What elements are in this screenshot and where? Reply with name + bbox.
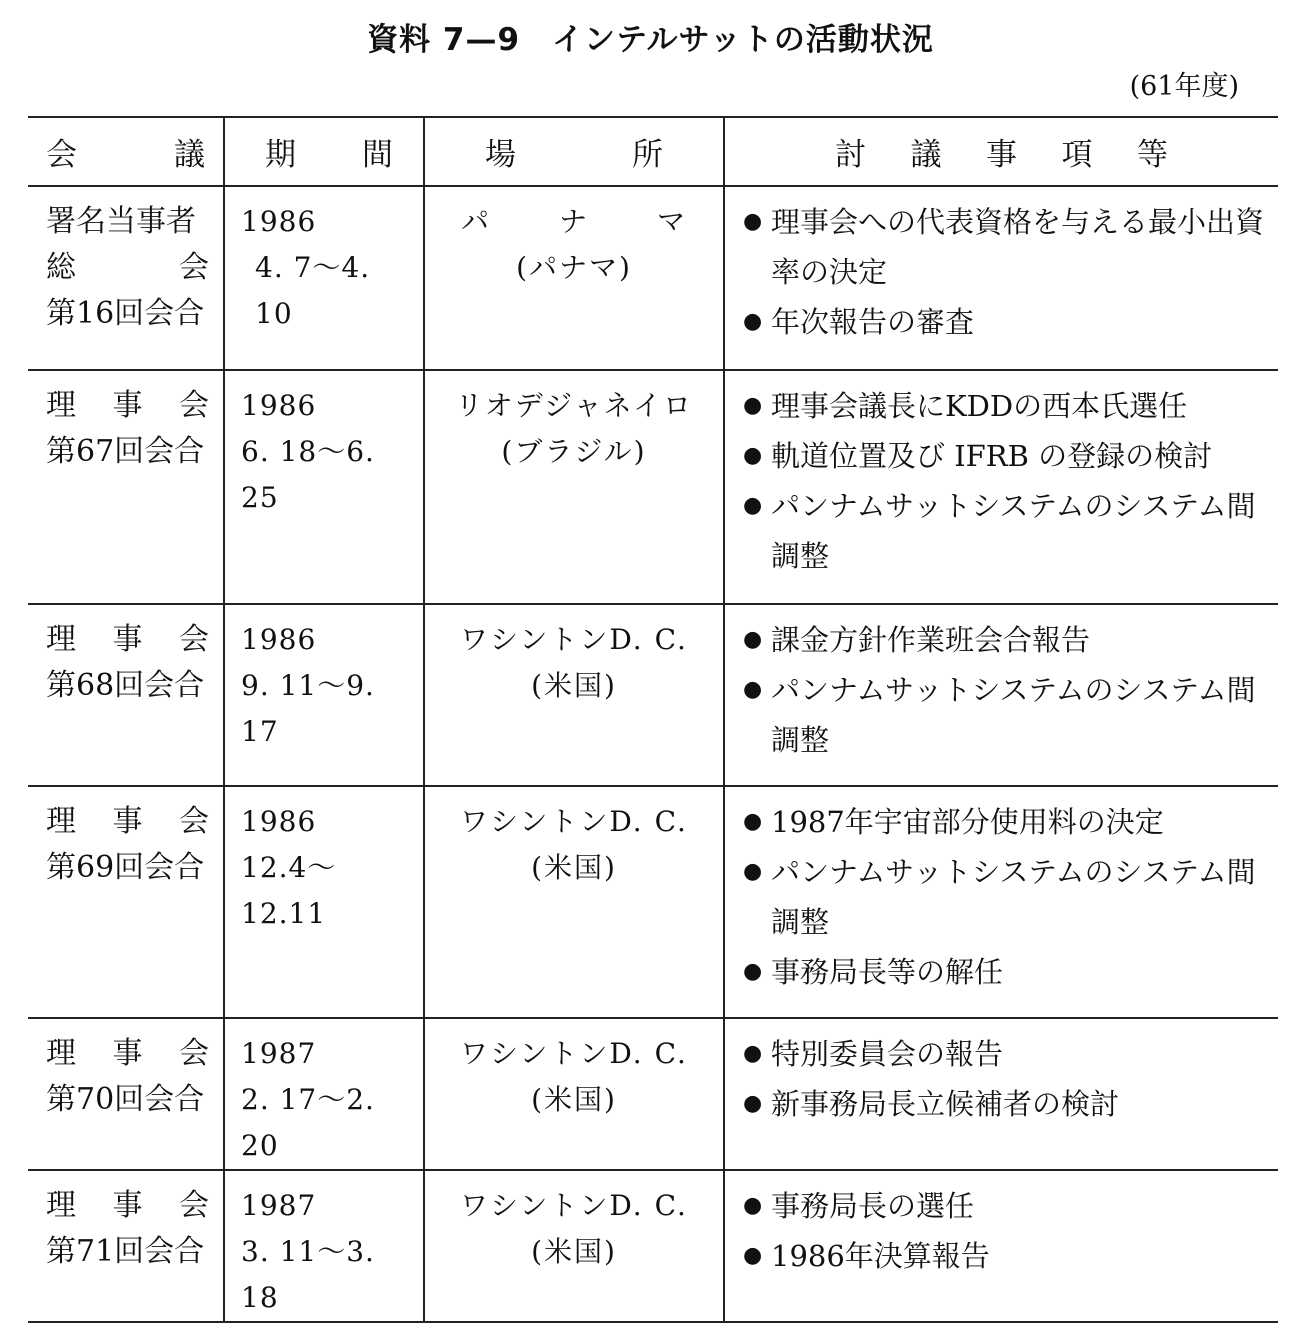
meeting-name-spread	[46, 799, 209, 845]
place-cell	[424, 186, 724, 370]
topic-item	[739, 197, 1264, 297]
topic-item	[739, 481, 1264, 581]
topic-item	[739, 431, 1264, 481]
header-topics-char: 等	[1137, 137, 1168, 173]
meeting-session: 第69回会合	[46, 850, 205, 885]
place-cell	[424, 786, 724, 1018]
place-country: (米国)	[531, 1083, 617, 1116]
meeting-name-char: 会	[179, 1188, 209, 1223]
meeting-name-char: 会	[179, 1036, 209, 1071]
topic-text: パンナムサットシステムのシステム間調整	[771, 489, 1256, 573]
table-row	[28, 1018, 1278, 1170]
meeting-name-char: 総	[46, 250, 76, 285]
period-cell	[224, 186, 424, 370]
topic-item	[739, 947, 1264, 997]
intelsat-activity-table	[28, 116, 1278, 1323]
meeting-name-char: 事	[112, 1188, 143, 1223]
meeting-cell	[28, 1170, 224, 1322]
meeting-cell	[28, 370, 224, 604]
header-period-char: 間	[362, 137, 393, 173]
topic-item	[739, 665, 1264, 765]
place-country: (米国)	[531, 851, 617, 884]
topic-item	[739, 797, 1264, 847]
topic-item	[739, 1231, 1264, 1281]
topic-item	[739, 1079, 1264, 1129]
header-period-char: 期	[265, 137, 296, 173]
topics-cell	[724, 786, 1278, 1018]
topics-cell	[724, 370, 1278, 604]
meeting-name-char: 事	[112, 388, 143, 423]
topic-text: 1986年決算報告	[771, 1239, 990, 1273]
place-name-char: パ	[461, 205, 492, 238]
header-topics-char: 項	[1061, 137, 1093, 173]
meeting-name-char: 会	[179, 388, 209, 423]
topics-cell	[724, 604, 1278, 786]
fiscal-year-label: (61年度)	[1129, 71, 1239, 102]
meeting-name-spread	[46, 383, 209, 429]
header-topics-char: 事	[986, 137, 1017, 173]
topic-text: 新事務局長立候補者の検討	[771, 1087, 1120, 1121]
topic-text: 年次報告の審査	[771, 305, 975, 339]
place-cell	[424, 370, 724, 604]
bullet-icon: ●	[743, 627, 763, 652]
place-name: ワシントンD. C.	[460, 1037, 688, 1070]
table-row	[28, 186, 1278, 370]
meeting-name-char: 理	[46, 1188, 76, 1223]
header-topics-char: 討	[835, 137, 866, 173]
header-place-char: 場	[485, 137, 516, 173]
header-place	[424, 117, 724, 186]
place-country: (パナマ)	[516, 251, 632, 284]
place-name: ワシントンD. C.	[460, 805, 688, 838]
header-place-char: 所	[632, 137, 663, 173]
period-cell	[224, 604, 424, 786]
meeting-name-char: 会	[179, 622, 209, 657]
period-year: 1986	[241, 623, 317, 656]
place-country: (米国)	[531, 669, 617, 702]
header-meeting-char: 議	[174, 137, 205, 173]
header-meeting	[28, 117, 224, 186]
period-dates: 2. 17〜2. 20	[241, 1083, 375, 1162]
bullet-icon: ●	[743, 809, 763, 834]
topic-text: 特別委員会の報告	[771, 1037, 1004, 1071]
meeting-session: 第70回会合	[46, 1082, 205, 1117]
bullet-icon: ●	[743, 1091, 763, 1116]
topics-cell	[724, 186, 1278, 370]
page-title: 資料 7—9 インテルサットの活動状況	[367, 22, 934, 58]
place-name: ワシントンD. C.	[460, 623, 688, 656]
period-year: 1986	[241, 805, 317, 838]
topic-item	[739, 1181, 1264, 1231]
topic-item	[739, 297, 1264, 347]
meeting-name-char: 会	[179, 804, 209, 839]
table-row	[28, 370, 1278, 604]
place-country: (ブラジル)	[501, 435, 647, 468]
meeting-session: 第68回会合	[46, 668, 205, 703]
meeting-name-spread	[46, 617, 209, 663]
table-row	[28, 786, 1278, 1018]
place-name-spread	[441, 199, 707, 245]
table-row	[28, 604, 1278, 786]
meeting-name-spread	[46, 1183, 209, 1229]
topic-item	[739, 615, 1264, 665]
meeting-cell	[28, 604, 224, 786]
bullet-icon: ●	[743, 393, 763, 418]
period-dates: 3. 11〜3. 18	[241, 1235, 375, 1314]
topic-item	[739, 381, 1264, 431]
period-dates: 4. 7〜4. 10	[255, 251, 371, 330]
header-topics	[724, 117, 1278, 186]
period-cell	[224, 786, 424, 1018]
meeting-session: 第16回会合	[46, 296, 205, 331]
meeting-name-line: 署名当事者	[46, 204, 196, 239]
meeting-name-char: 理	[46, 1036, 76, 1071]
header-meeting-char: 会	[46, 137, 77, 173]
bullet-icon: ●	[743, 859, 763, 884]
bullet-icon: ●	[743, 1041, 763, 1066]
topic-text: 課金方針作業班会合報告	[771, 623, 1091, 657]
period-dates: 9. 11〜9. 17	[241, 669, 375, 748]
topic-text: 理事会への代表資格を与える最小出資率の決定	[771, 205, 1265, 289]
meeting-name-spread	[46, 1031, 209, 1077]
topics-cell	[724, 1018, 1278, 1170]
meeting-name-char: 事	[112, 622, 143, 657]
meeting-name-char: 事	[112, 804, 143, 839]
meeting-name-char: 会	[179, 250, 209, 285]
place-name-char: ナ	[558, 205, 589, 238]
meeting-name-char: 事	[112, 1036, 143, 1071]
place-country: (米国)	[531, 1235, 617, 1268]
period-year: 1987	[241, 1037, 317, 1070]
meeting-session: 第71回会合	[46, 1234, 205, 1269]
meeting-session: 第67回会合	[46, 434, 205, 469]
bullet-icon: ●	[743, 1243, 763, 1268]
bullet-icon: ●	[743, 443, 763, 468]
meeting-cell	[28, 186, 224, 370]
table-header-row	[28, 117, 1278, 186]
bullet-icon: ●	[743, 209, 763, 234]
period-year: 1987	[241, 1189, 317, 1222]
bullet-icon: ●	[743, 677, 763, 702]
meeting-name-spread	[46, 245, 209, 291]
period-cell	[224, 1170, 424, 1322]
period-cell	[224, 370, 424, 604]
meeting-cell	[28, 786, 224, 1018]
place-name: ワシントンD. C.	[460, 1189, 688, 1222]
place-name: リオデジャネイロ	[454, 389, 694, 422]
place-cell	[424, 1170, 724, 1322]
bullet-icon: ●	[743, 493, 763, 518]
period-year: 1986	[241, 205, 317, 238]
topic-text: 事務局長の選任	[771, 1189, 975, 1223]
bullet-icon: ●	[743, 959, 763, 984]
meeting-name-char: 理	[46, 388, 76, 423]
place-cell	[424, 604, 724, 786]
period-dates: 12.4〜12.11	[241, 851, 337, 930]
meeting-name-char: 理	[46, 622, 76, 657]
meeting-name-char: 理	[46, 804, 76, 839]
period-dates: 6. 18〜6. 25	[241, 435, 375, 514]
period-year: 1986	[241, 389, 317, 422]
table-row	[28, 1170, 1278, 1322]
header-topics-char: 議	[910, 137, 942, 173]
bullet-icon: ●	[743, 309, 763, 334]
topic-text: 事務局長等の解任	[771, 955, 1004, 989]
topic-text: 理事会議長にKDDの西本氏選任	[771, 389, 1188, 423]
place-name-char: マ	[656, 205, 687, 238]
meeting-cell	[28, 1018, 224, 1170]
topic-item	[739, 847, 1264, 947]
topic-text: パンナムサットシステムのシステム間調整	[771, 673, 1256, 757]
period-cell	[224, 1018, 424, 1170]
topic-text: パンナムサットシステムのシステム間調整	[771, 855, 1256, 939]
topic-text: 軌道位置及び IFRB の登録の検討	[771, 439, 1213, 473]
header-period	[224, 117, 424, 186]
place-cell	[424, 1018, 724, 1170]
bullet-icon: ●	[743, 1193, 763, 1218]
topics-cell	[724, 1170, 1278, 1322]
topic-item	[739, 1029, 1264, 1079]
topic-text: 1987年宇宙部分使用料の決定	[771, 805, 1164, 839]
